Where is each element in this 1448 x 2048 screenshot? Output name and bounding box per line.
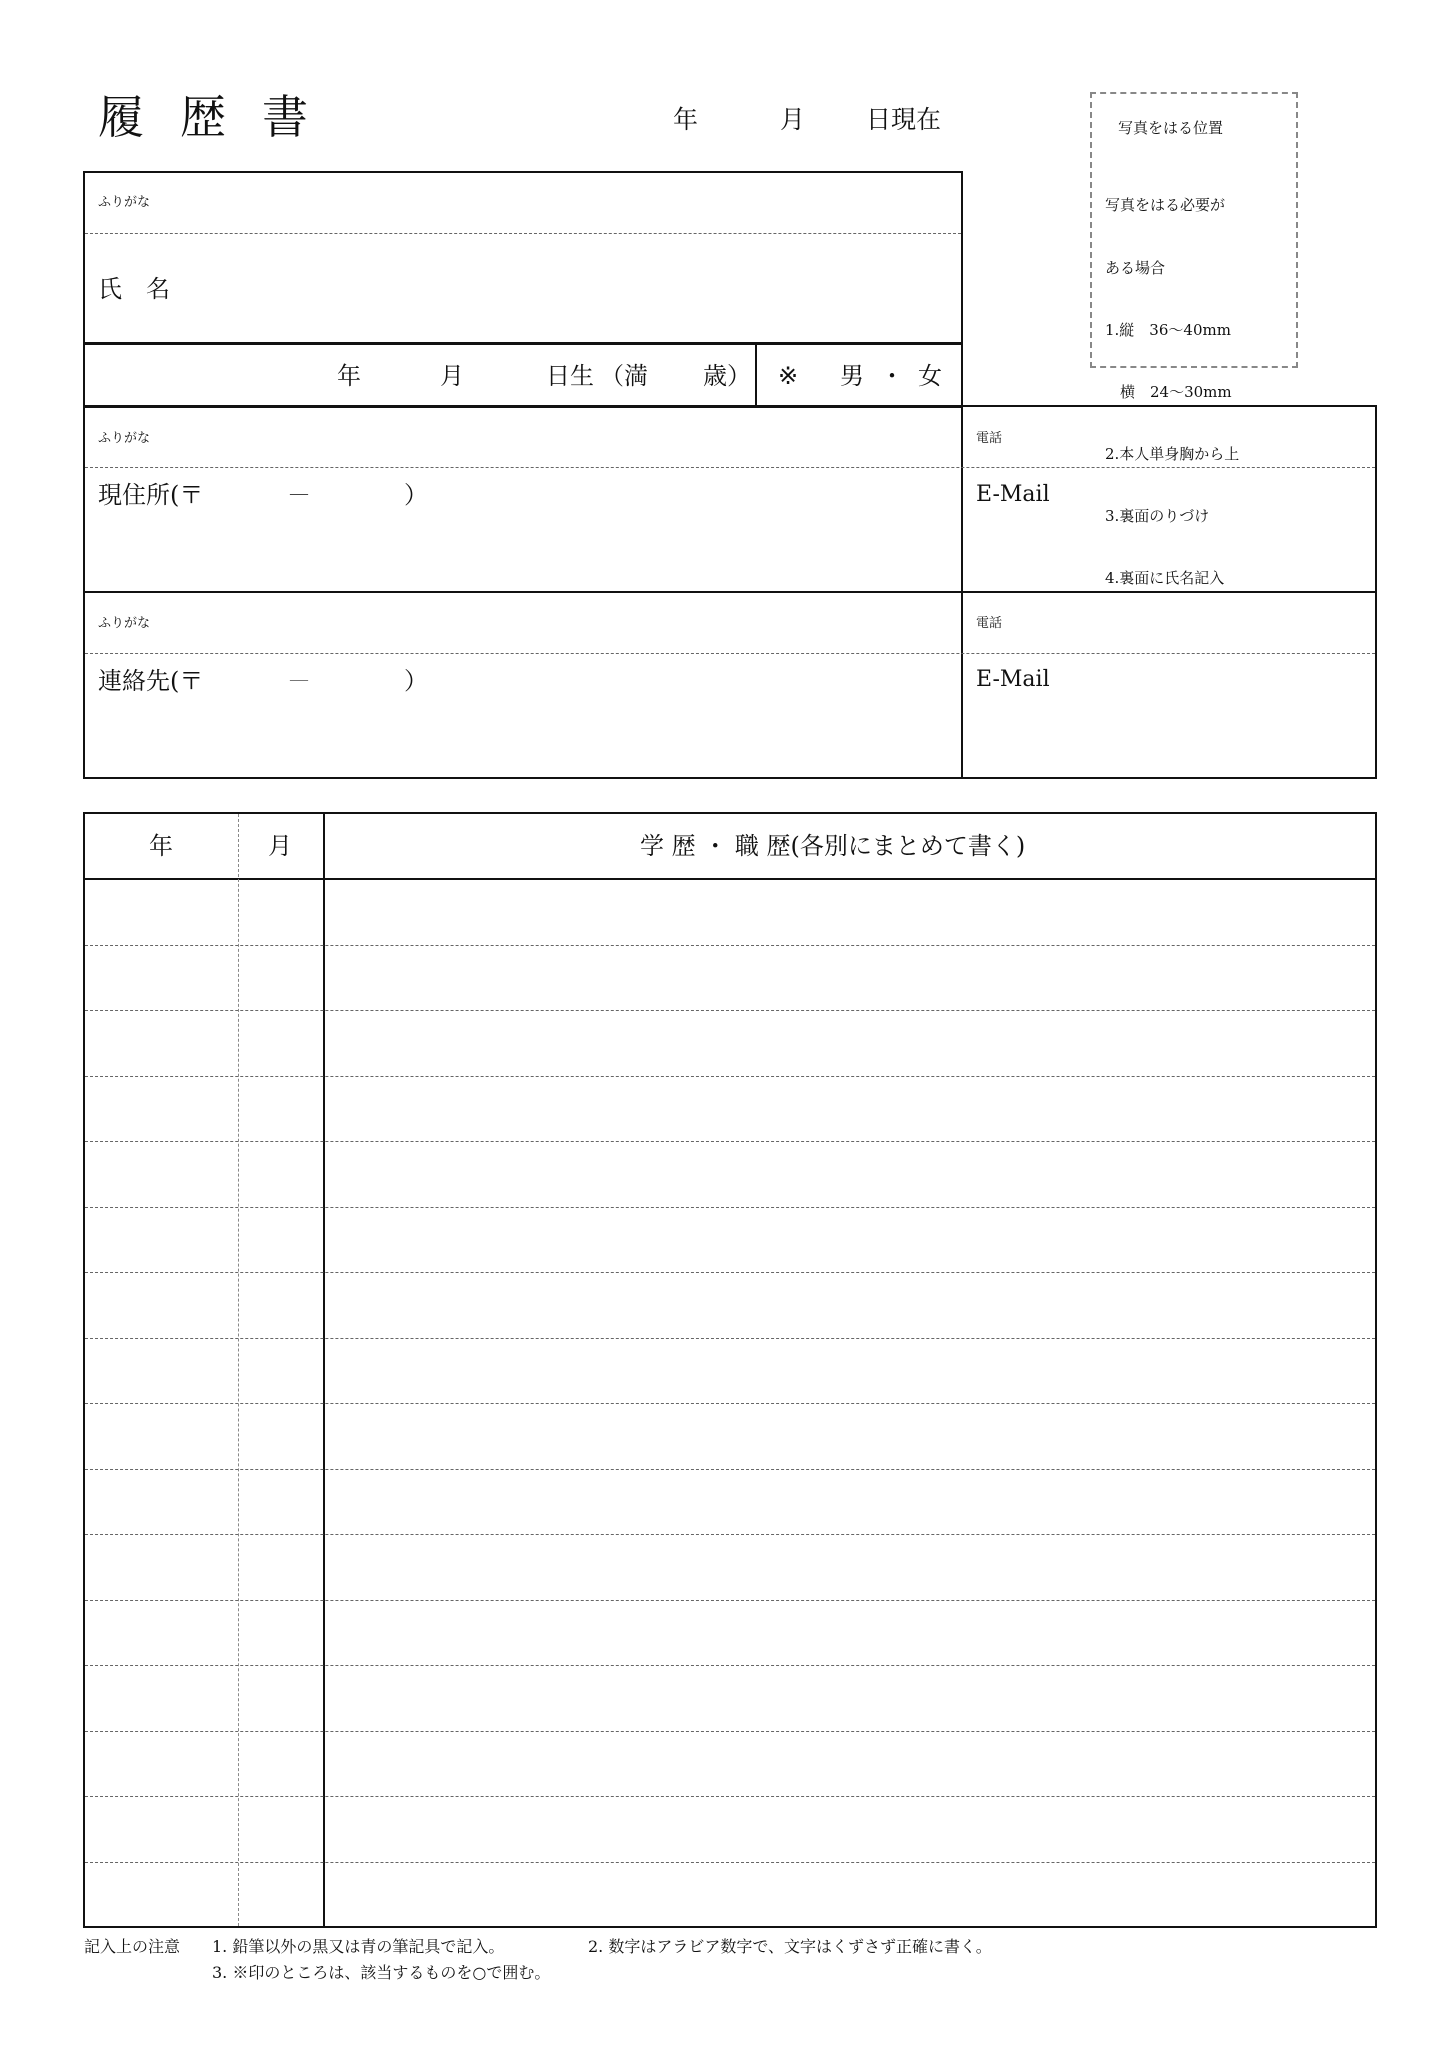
history-month-cell[interactable]: [240, 1141, 324, 1207]
address-email-field[interactable]: [1060, 472, 1370, 587]
history-entry-cell[interactable]: [326, 1600, 1374, 1666]
history-row: [84, 1272, 1376, 1338]
history-month-cell[interactable]: [240, 1207, 324, 1273]
contact-phone-label: 電話: [976, 616, 1003, 631]
address-phone-field[interactable]: [1020, 412, 1370, 464]
history-row: [84, 1010, 1376, 1076]
history-year-cell[interactable]: [86, 1665, 240, 1731]
history-year-cell[interactable]: [86, 1141, 240, 1207]
note-item-3: 3. ※印のところは、該当するものを○で囲む。: [212, 1963, 551, 1982]
history-row-divider: [85, 1534, 1375, 1535]
history-year-cell[interactable]: [86, 1403, 240, 1469]
contact-postal-close: ）: [404, 667, 428, 695]
history-month-cell[interactable]: [240, 1010, 324, 1076]
contact-address-label: 連絡先(〒: [98, 667, 204, 695]
history-year-cell[interactable]: [86, 1338, 240, 1404]
name-furigana-divider: [85, 233, 961, 234]
history-row-divider: [85, 1469, 1375, 1470]
photo-box-title: 写真をはる位置: [1118, 119, 1224, 137]
photo-instruction-line: 1.縦 36～40mm: [1105, 320, 1231, 339]
current-address-field[interactable]: [90, 472, 950, 587]
postal-code-dash: －: [287, 481, 311, 509]
history-row-divider: [85, 1010, 1375, 1011]
history-header-month: 月: [268, 832, 292, 860]
history-header-entry: 学 歴 ・ 職 歴(各別にまとめて書く): [640, 832, 1026, 860]
history-year-cell[interactable]: [86, 1469, 240, 1535]
contact-furigana-label: ふりがな: [98, 616, 151, 631]
history-row: [84, 1665, 1376, 1731]
history-row-divider: [85, 1731, 1375, 1732]
history-month-cell[interactable]: [240, 1534, 324, 1600]
photo-instruction-line: ある場合: [1105, 258, 1166, 277]
notes-heading: 記入上の注意: [84, 1937, 181, 1956]
history-row-divider: [85, 1600, 1375, 1601]
history-year-cell[interactable]: [86, 1534, 240, 1600]
photo-instruction-line: 横 24～30mm: [1105, 382, 1232, 401]
history-year-cell[interactable]: [86, 1731, 240, 1797]
history-row-divider: [85, 1862, 1375, 1863]
date-current-label: 日現在: [866, 105, 942, 134]
photo-instruction-line: 2.本人単身胸から上: [1105, 444, 1240, 463]
history-row-divider: [85, 1207, 1375, 1208]
gender-male-option[interactable]: 男: [840, 362, 864, 390]
history-month-cell[interactable]: [240, 1600, 324, 1666]
birth-year-label: 年: [337, 362, 361, 390]
history-row: [84, 1731, 1376, 1797]
history-entry-cell[interactable]: [326, 1665, 1374, 1731]
birthdate-field[interactable]: [90, 348, 750, 402]
contact-address-field[interactable]: [90, 658, 950, 773]
history-year-cell[interactable]: [86, 1272, 240, 1338]
history-header-year: 年: [149, 832, 173, 860]
gender-separator: ・: [880, 362, 904, 390]
name-field[interactable]: [190, 240, 950, 338]
history-row: [84, 1076, 1376, 1142]
history-row-divider: [85, 1796, 1375, 1797]
history-entry-cell[interactable]: [326, 1207, 1374, 1273]
contact-furigana-field[interactable]: [170, 598, 950, 650]
name-birth-divider: [83, 342, 963, 345]
address-email-label: E-Mail: [976, 482, 1050, 507]
address-furigana-field[interactable]: [170, 412, 950, 464]
page-title: 履歴書: [98, 90, 344, 144]
photo-instruction-line: 3.裏面のりづけ: [1105, 506, 1210, 525]
history-year-cell[interactable]: [86, 1796, 240, 1862]
history-row: [84, 1338, 1376, 1404]
history-month-cell[interactable]: [240, 1862, 324, 1928]
gender-female-option[interactable]: 女: [918, 362, 942, 390]
history-year-cell[interactable]: [86, 1600, 240, 1666]
history-row-divider: [85, 1272, 1375, 1273]
history-row-divider: [85, 1665, 1375, 1666]
photo-placement-box[interactable]: [1090, 92, 1298, 588]
name-label: 氏 名: [98, 275, 170, 303]
history-month-cell[interactable]: [240, 1272, 324, 1338]
history-entry-cell[interactable]: [326, 1338, 1374, 1404]
postal-code-close: ）: [404, 481, 428, 509]
history-entry-cell[interactable]: [326, 1141, 1374, 1207]
history-row-divider: [85, 1338, 1375, 1339]
address-phone-label: 電話: [976, 431, 1003, 446]
history-row: [84, 1534, 1376, 1600]
history-entry-cell[interactable]: [326, 1076, 1374, 1142]
history-entry-cell[interactable]: [326, 1796, 1374, 1862]
name-furigana-field[interactable]: [190, 178, 950, 230]
current-address-label: 現住所(〒: [98, 481, 204, 509]
address-furigana-divider: [85, 467, 1375, 468]
history-entry-cell[interactable]: [326, 945, 1374, 1011]
history-entry-cell[interactable]: [326, 1010, 1374, 1076]
name-furigana-label: ふりがな: [98, 195, 151, 210]
age-close-label: 歳）: [703, 362, 751, 390]
history-row: [84, 1600, 1376, 1666]
history-month-cell[interactable]: [240, 1731, 324, 1797]
history-year-cell[interactable]: [86, 1862, 240, 1928]
history-year-cell[interactable]: [86, 1010, 240, 1076]
gender-asterisk-mark: ※: [778, 362, 799, 390]
history-year-cell[interactable]: [86, 1076, 240, 1142]
history-row: [84, 1862, 1376, 1928]
photo-instruction-line: 4.裏面に氏名記入: [1105, 569, 1225, 588]
history-month-cell[interactable]: [240, 1665, 324, 1731]
history-month-cell[interactable]: [240, 945, 324, 1011]
history-entry-cell[interactable]: [326, 1534, 1374, 1600]
photo-instruction-line: 写真をはる必要が: [1105, 196, 1226, 215]
history-entry-cell[interactable]: [326, 1403, 1374, 1469]
history-row-divider: [85, 945, 1375, 946]
age-open-label: （満: [600, 362, 648, 390]
history-row: [84, 1403, 1376, 1469]
history-row: [84, 1796, 1376, 1862]
address-contact-divider: [83, 591, 1377, 593]
history-entry-cell[interactable]: [326, 1731, 1374, 1797]
history-row: [84, 879, 1376, 945]
address-furigana-label: ふりがな: [98, 431, 151, 446]
history-row: [84, 1469, 1376, 1535]
birth-day-label: 日生: [546, 362, 594, 390]
history-row: [84, 1207, 1376, 1273]
history-month-cell[interactable]: [240, 1403, 324, 1469]
history-entry-cell[interactable]: [326, 879, 1374, 945]
contact-furigana-divider: [85, 653, 1375, 654]
history-month-cell[interactable]: [240, 1796, 324, 1862]
history-year-cell[interactable]: [86, 1207, 240, 1273]
history-month-cell[interactable]: [240, 1469, 324, 1535]
contact-email-label: E-Mail: [976, 667, 1050, 692]
history-row-divider: [85, 1403, 1375, 1404]
history-year-cell[interactable]: [86, 879, 240, 945]
note-item-2: 2. 数字はアラビア数字で、文字はくずさず正確に書く。: [588, 1937, 992, 1956]
contact-email-field[interactable]: [1060, 658, 1370, 773]
history-row-divider: [85, 1076, 1375, 1077]
history-row: [84, 945, 1376, 1011]
history-month-cell[interactable]: [240, 879, 324, 945]
history-year-cell[interactable]: [86, 945, 240, 1011]
history-month-cell[interactable]: [240, 1338, 324, 1404]
date-month-label: 月: [780, 105, 806, 134]
date-year-label: 年: [673, 105, 699, 134]
history-month-cell[interactable]: [240, 1076, 324, 1142]
note-item-1: 1. 鉛筆以外の黒又は青の筆記具で記入。: [212, 1937, 505, 1956]
birth-gender-divider: [755, 344, 757, 407]
history-entry-cell[interactable]: [326, 1862, 1374, 1928]
history-entry-cell[interactable]: [326, 1469, 1374, 1535]
history-row: [84, 1141, 1376, 1207]
history-row-divider: [85, 1141, 1375, 1142]
history-entry-cell[interactable]: [326, 1272, 1374, 1338]
contact-postal-dash: －: [287, 667, 311, 695]
contact-phone-field[interactable]: [1020, 598, 1370, 650]
birth-month-label: 月: [440, 362, 464, 390]
